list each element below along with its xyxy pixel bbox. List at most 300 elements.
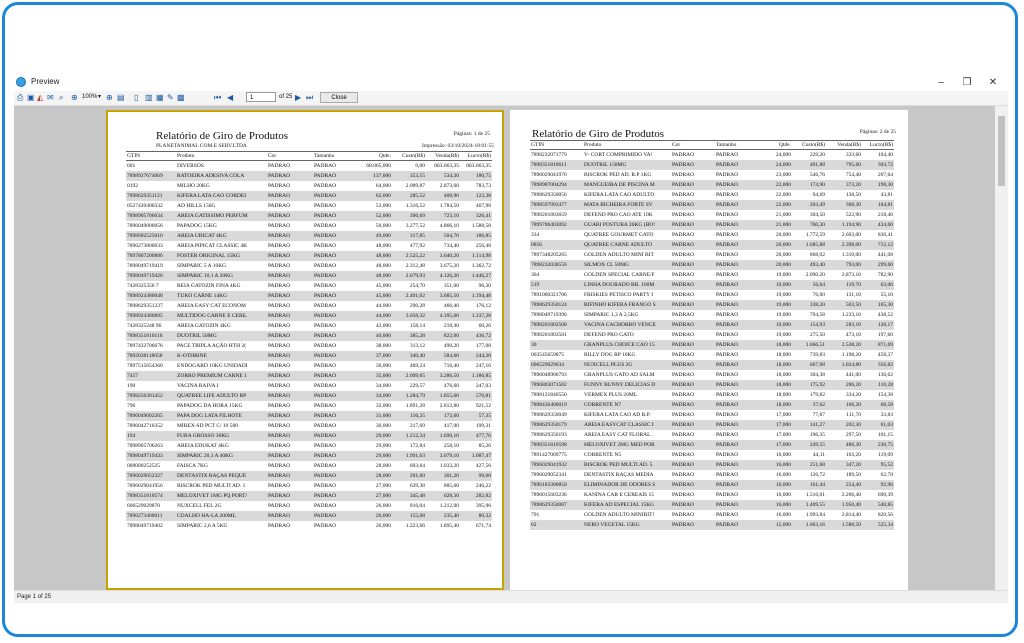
table-cell: 128,17 bbox=[862, 320, 894, 330]
table-cell: 7897807200886 bbox=[126, 251, 176, 261]
table-cell: 175,92 bbox=[792, 380, 826, 390]
table-row bbox=[530, 510, 894, 520]
table-cell: 7898232038556 bbox=[530, 260, 583, 270]
table-cell: 313,12 bbox=[409, 343, 425, 349]
table-cell: V- CORT COMPRIMIDO VA! bbox=[584, 152, 653, 158]
page-width-icon[interactable]: ▤ bbox=[117, 93, 125, 102]
table-cell: PADRAO bbox=[715, 380, 758, 390]
table-cell: 490,20 bbox=[443, 343, 459, 349]
table-cell: PADRAO bbox=[267, 171, 313, 181]
table-cell: GOLDEN SPECIAL CARNE/F bbox=[584, 272, 655, 278]
table-cell: 434,60 bbox=[862, 220, 894, 230]
table-row bbox=[126, 461, 492, 471]
table-cell: PADRAO bbox=[715, 300, 758, 310]
table-cell: 26,000 bbox=[375, 523, 391, 529]
table-cell: PADRAO bbox=[672, 192, 695, 198]
table-cell: 63,06 bbox=[862, 280, 894, 290]
table-cell: PADRAO bbox=[267, 251, 313, 261]
prev-page-icon[interactable]: ◀ bbox=[227, 93, 234, 102]
table-cell: 467,98 bbox=[475, 203, 491, 209]
table-cell: PADRAO bbox=[715, 360, 758, 370]
table-cell: 22,000 bbox=[775, 192, 791, 198]
table-cell: 1.362,72 bbox=[471, 263, 491, 269]
table-cell: 417,00 bbox=[443, 423, 459, 429]
table-cell: 17,000 bbox=[758, 440, 792, 450]
table-cell: PADRAO bbox=[715, 480, 758, 490]
table-cell: PADRAO bbox=[268, 463, 291, 469]
table-cell: 155,08 bbox=[392, 511, 426, 521]
table-cell: 441,00 bbox=[845, 372, 861, 378]
table-cell: DEFEND PRO GATO bbox=[584, 332, 634, 338]
table-row bbox=[530, 350, 894, 360]
table-cell: 22,000 bbox=[758, 200, 792, 210]
table-cell: 7896042710352 bbox=[127, 423, 163, 429]
table-cell: DENTASTIX RAÇAS MEDIA bbox=[584, 472, 654, 478]
table-cell: PADRAO bbox=[716, 392, 739, 398]
table-cell: FAISCA 7KG bbox=[177, 463, 208, 469]
table-cell: PADRAO bbox=[671, 520, 715, 530]
table-cell: 667,98 bbox=[792, 360, 826, 370]
table-cell: 247,03 bbox=[475, 383, 491, 389]
table-cell: 154,93 bbox=[792, 320, 826, 330]
table-cell: DEFEND PRO CAO ATE 10K bbox=[584, 212, 653, 218]
table-cell: 123,38 bbox=[460, 191, 492, 201]
table-row bbox=[126, 491, 492, 501]
table-cell: 189,50 bbox=[845, 472, 861, 478]
table-cell: PADRAO bbox=[672, 492, 695, 498]
table-cell: PADRAO bbox=[671, 320, 715, 330]
table-cell: 23,000 bbox=[775, 172, 791, 178]
table-cell: 7898629351237 bbox=[127, 303, 163, 309]
table-cell: 158,14 bbox=[409, 323, 425, 329]
table-cell: 15,000 bbox=[758, 520, 792, 530]
table-cell: 1.409,55 bbox=[792, 500, 826, 510]
zoom-dropdown-icon[interactable]: ▾ bbox=[98, 94, 102, 100]
table-cell: PADRAO bbox=[671, 240, 715, 250]
table-cell: PADRAO bbox=[671, 160, 715, 170]
email-icon[interactable]: ✉ bbox=[47, 93, 54, 102]
column-header: Cor bbox=[671, 141, 715, 150]
table-cell: PADRAO bbox=[716, 192, 739, 198]
table-cell: 19,000 bbox=[775, 292, 791, 298]
page-number-input[interactable]: 1 bbox=[246, 92, 276, 102]
table-cell: PADRAO bbox=[314, 343, 337, 349]
close-window-button[interactable]: ✕ bbox=[988, 77, 998, 88]
table-cell: 7898597993477 bbox=[530, 200, 583, 210]
table-cell: 2.099,65 bbox=[392, 371, 426, 381]
table-cell: 229,20 bbox=[809, 152, 825, 158]
table-cell: 3.286,50 bbox=[426, 371, 460, 381]
table-cell: PADRAO bbox=[716, 152, 739, 158]
table-cell: BILLY DOG RP 10KG bbox=[584, 352, 636, 358]
table-row bbox=[530, 480, 894, 490]
report-title: Relatório de Giro de Produtos bbox=[156, 130, 288, 142]
table-cell: PADRAO bbox=[716, 312, 739, 318]
scrollbar-thumb[interactable] bbox=[998, 116, 1005, 186]
table-cell: PADRAO bbox=[716, 452, 739, 458]
close-preview-button[interactable]: Close bbox=[320, 92, 358, 103]
table-cell: FUNNY BUNNY DELICIAS D bbox=[583, 380, 671, 390]
table-cell: PADRAO bbox=[715, 160, 758, 170]
last-page-icon[interactable]: ⏭ bbox=[306, 93, 314, 102]
table-cell: PADRAO bbox=[671, 360, 715, 370]
table-cell: PACE TRIPLA AÇÃO HTH 2( bbox=[177, 343, 247, 349]
table-cell: 3.675,20 bbox=[439, 263, 459, 269]
table-cell: 283,10 bbox=[826, 320, 862, 330]
table-cell: 80,32 bbox=[460, 511, 492, 521]
table-row bbox=[530, 440, 894, 450]
table-row bbox=[126, 511, 492, 521]
table-cell: 275,50 bbox=[809, 332, 825, 338]
table-cell: 44,000 bbox=[375, 303, 391, 309]
table-cell: 17,000 bbox=[775, 412, 791, 418]
table-cell: PADRAO bbox=[672, 272, 695, 278]
table-cell: PADRAO bbox=[672, 372, 695, 378]
table-cell: 7898232071779 bbox=[531, 152, 567, 158]
column-header: GTIN bbox=[126, 152, 176, 161]
table-cell: PADRAO bbox=[267, 431, 313, 441]
table-cell: 1.212,00 bbox=[439, 503, 459, 509]
column-header: Qtde. bbox=[356, 152, 392, 161]
maximize-button[interactable]: ❐ bbox=[962, 77, 972, 88]
table-cell: PADRAO bbox=[268, 383, 291, 389]
table-cell: PADRAO bbox=[267, 211, 313, 221]
table-cell: 7898351810611 bbox=[530, 160, 583, 170]
table-cell: AREIA URICAT 4KG bbox=[176, 231, 267, 241]
table-cell: 299,60 bbox=[862, 260, 894, 270]
single-page-icon[interactable]: ▯ bbox=[134, 93, 139, 102]
table-cell: 1.114,98 bbox=[460, 251, 492, 261]
table-cell: PADRAO bbox=[715, 340, 758, 350]
table-cell: MIREX-SD PCT C/ 10 500 bbox=[177, 423, 239, 429]
table-cell: 119,70 bbox=[826, 280, 862, 290]
table-row bbox=[126, 311, 492, 321]
table-row bbox=[126, 451, 492, 461]
table-cell: 7896273400011 bbox=[126, 511, 176, 521]
table-cell: PADRAO bbox=[267, 191, 313, 201]
table-cell: 334 bbox=[531, 232, 540, 238]
table-cell: 19,000 bbox=[758, 280, 792, 290]
table-cell: 49,000 bbox=[356, 231, 392, 241]
table-cell: 7898927674069 bbox=[126, 171, 176, 181]
table-cell: 55,10 bbox=[880, 292, 893, 298]
table-cell: PADRAO bbox=[313, 171, 356, 181]
table-cell: 822,00 bbox=[426, 331, 460, 341]
table-cell: PADRAO bbox=[267, 271, 313, 281]
table-cell: 7898049719396 bbox=[531, 312, 567, 318]
preview-window bbox=[14, 75, 1008, 603]
table-cell: 18,000 bbox=[758, 340, 792, 350]
table-cell: 218,40 bbox=[877, 212, 893, 218]
table-cell: PADRAO bbox=[267, 351, 313, 361]
multi-page-icon[interactable]: ▦ bbox=[156, 93, 164, 102]
product-table bbox=[530, 140, 894, 530]
table-cell: AREIA GATISSIMO PERFUM bbox=[176, 211, 267, 221]
table-cell: 68,58 bbox=[862, 400, 894, 410]
table-cell: PADRAO bbox=[313, 291, 356, 301]
table-cell: 53,000 bbox=[375, 203, 391, 209]
table-cell: PADRAO bbox=[672, 472, 695, 478]
table-cell: 1.891,28 bbox=[405, 403, 425, 409]
table-cell: 1.993,84 bbox=[805, 512, 825, 518]
table-cell: 739,83 bbox=[809, 352, 825, 358]
table-row bbox=[530, 420, 894, 430]
table-cell: 3.277,52 bbox=[405, 223, 425, 229]
preview-viewport[interactable] bbox=[14, 106, 995, 590]
table-cell: PADRAO bbox=[715, 440, 758, 450]
table-cell: 3.685,50 bbox=[426, 291, 460, 301]
column-header: Lucro(R$) bbox=[460, 152, 492, 161]
table-cell: 303,72 bbox=[862, 160, 894, 170]
table-cell: 201,60 bbox=[392, 471, 426, 481]
table-cell: 62,000 bbox=[356, 191, 392, 201]
table-cell: 7898629350056 bbox=[531, 192, 567, 198]
first-page-icon[interactable]: ⏮ bbox=[214, 93, 222, 102]
minimize-button[interactable]: – bbox=[938, 77, 944, 88]
table-cell: PADRAO bbox=[314, 243, 337, 249]
column-header: Produto bbox=[583, 141, 671, 150]
table-cell: 1.310,00 bbox=[841, 252, 861, 258]
table-cell: 317,85 bbox=[392, 231, 426, 241]
column-header: Produto bbox=[176, 152, 267, 161]
table-cell: MILHO 20KG bbox=[177, 183, 210, 189]
table-cell: SIMPARIC 20,1 A 40KG bbox=[176, 451, 267, 461]
table-cell: PADRAO bbox=[715, 520, 758, 530]
table-cell: TUKO CARNE 14KG bbox=[176, 291, 267, 301]
table-cell: 138,50 bbox=[845, 192, 861, 198]
table-header bbox=[530, 141, 894, 150]
table-cell: 38,000 bbox=[375, 343, 391, 349]
table-cell: 17,000 bbox=[758, 420, 792, 430]
table-cell: BISCROK PED MULTI AD. 5 bbox=[583, 460, 671, 470]
table-row bbox=[530, 160, 894, 170]
table-cell: 304,38 bbox=[809, 372, 825, 378]
table-cell: 7898351810116 bbox=[126, 331, 176, 341]
table-cell: 2.538,20 bbox=[826, 340, 862, 350]
table-cell: 282,82 bbox=[460, 491, 492, 501]
table-row bbox=[126, 181, 492, 191]
table-cell: 396,69 bbox=[392, 211, 426, 221]
zoom-icon[interactable]: ⊕ bbox=[71, 93, 78, 102]
table-cell: PADRAO bbox=[267, 511, 313, 521]
table-cell: SILMOX CL 50MG bbox=[583, 260, 671, 270]
table-cell: 2.090,20 bbox=[805, 272, 825, 278]
table-cell: 285,52 bbox=[392, 191, 426, 201]
table-cell: 20,000 bbox=[775, 252, 791, 258]
status-bar: Page 1 of 25 bbox=[14, 590, 1008, 603]
table-cell: PADRAO bbox=[267, 391, 313, 401]
table-cell: PADRAO bbox=[715, 460, 758, 470]
table-cell: SIMPARIC 10,1 A 20KG bbox=[176, 271, 267, 281]
table-row bbox=[126, 351, 492, 361]
table-cell: 18,000 bbox=[775, 352, 791, 358]
table-row bbox=[530, 430, 894, 440]
table-body bbox=[126, 161, 492, 532]
table-cell: 458,37 bbox=[877, 352, 893, 358]
table-cell: 44,11 bbox=[812, 452, 825, 458]
table-cell: 7898049719402 bbox=[127, 523, 163, 529]
print-icon[interactable]: ⎙ bbox=[17, 93, 24, 102]
table-cell: 34,000 bbox=[356, 391, 392, 401]
table-cell: MELOXIVET 1MG PQ PORT/ bbox=[176, 491, 267, 501]
table-cell: 7898629350049 bbox=[531, 412, 567, 418]
table-cell: SIMPARIC 1,3 A 2,5KG bbox=[584, 312, 639, 318]
table-cell: 119,09 bbox=[878, 452, 893, 458]
table-cell: DIVERSOS bbox=[177, 163, 204, 169]
table-cell: PADRAO bbox=[716, 492, 739, 498]
table-cell: PADRAO bbox=[715, 320, 758, 330]
table-cell: 783,73 bbox=[475, 183, 491, 189]
table-cell: PADRAO bbox=[671, 500, 715, 510]
table-row bbox=[530, 240, 894, 250]
table-cell: 570,81 bbox=[460, 391, 492, 401]
table-cell: PADRAO bbox=[313, 391, 356, 401]
table-cell: 16,000 bbox=[775, 452, 791, 458]
table-cell: PADRAO bbox=[314, 403, 337, 409]
table-cell: 1.223,66 bbox=[405, 523, 425, 529]
table-cell: 45,000 bbox=[375, 283, 391, 289]
table-cell: GUABI POSTURA 20KG (BO! bbox=[583, 220, 671, 230]
table-cell: 30 bbox=[530, 340, 583, 350]
table-cell: 1.446,27 bbox=[460, 271, 492, 281]
table-cell: 247,16 bbox=[475, 363, 491, 369]
table-cell: 712,12 bbox=[862, 240, 894, 250]
table-cell: PADRAO bbox=[672, 292, 695, 298]
table-row bbox=[530, 180, 894, 190]
table-cell: PADRAO bbox=[672, 352, 695, 358]
table-cell: 35,000 bbox=[356, 371, 392, 381]
table-cell: KANINA CAR E CEREAIS 15 bbox=[584, 492, 654, 498]
table-cell: 29,000 bbox=[356, 431, 392, 441]
table-cell: 45,000 bbox=[356, 291, 392, 301]
table-row bbox=[126, 371, 492, 381]
table-cell: 42,000 bbox=[375, 323, 391, 329]
next-page-icon[interactable]: ▶ bbox=[295, 93, 302, 102]
table-cell: 194 bbox=[126, 431, 176, 441]
zoom-level[interactable]: 100% bbox=[82, 94, 98, 100]
table-cell: PADRAO bbox=[314, 303, 337, 309]
table-cell: PADRAO bbox=[267, 231, 313, 241]
vertical-scrollbar[interactable] bbox=[995, 106, 1008, 590]
table-cell: 477,92 bbox=[409, 243, 425, 249]
table-cell: 7898049719426 bbox=[126, 271, 176, 281]
table-cell: 218,40 bbox=[443, 323, 459, 329]
table-row bbox=[530, 360, 894, 370]
table-cell: 61,03 bbox=[862, 420, 894, 430]
column-header: Custo(R$) bbox=[792, 141, 826, 150]
table-cell: PADRAO bbox=[267, 471, 313, 481]
table-cell: PADRAO bbox=[268, 423, 291, 429]
table-cell: 1.991,63 bbox=[392, 451, 426, 461]
company-name: PLANETANIMAL COM.E SERV.LTDA bbox=[156, 143, 247, 149]
table-cell: PADRAO bbox=[268, 183, 291, 189]
table-cell: 18,000 bbox=[758, 400, 792, 410]
table-cell: 0,00 bbox=[415, 163, 425, 169]
edit-icon[interactable]: ✎ bbox=[167, 93, 174, 102]
table-row bbox=[126, 221, 492, 231]
table-cell: 173,60 bbox=[426, 411, 460, 421]
table-cell: MELOXIVET 2MG MED POR bbox=[583, 440, 671, 450]
table-cell: 20,000 bbox=[775, 232, 791, 238]
table-cell: 791 bbox=[531, 512, 540, 518]
settings-icon[interactable]: ▩ bbox=[177, 93, 185, 102]
table-cell: ZORRO PREMIUM CARNE 1 bbox=[176, 371, 267, 381]
table-cell: PADRAO bbox=[716, 292, 739, 298]
table-row bbox=[530, 490, 894, 500]
table-cell: 48,000 bbox=[356, 251, 392, 261]
table-cell: 22,000 bbox=[758, 180, 792, 190]
table-cell: PADRAO bbox=[671, 180, 715, 190]
table-row bbox=[126, 471, 492, 481]
table-cell: PADRAO bbox=[267, 491, 313, 501]
table-cell: PADRAO bbox=[268, 403, 291, 409]
table-cell: AREIA GATOZIN 4KG bbox=[177, 323, 231, 329]
table-cell: 7896029052327 bbox=[126, 471, 176, 481]
table-cell: 7896183300850 bbox=[530, 480, 583, 490]
table-cell: 3.640,20 bbox=[426, 251, 460, 261]
table-cell: 190 bbox=[127, 383, 136, 389]
table-cell: 76,00 bbox=[812, 292, 825, 298]
table-cell: 7898629351121 bbox=[126, 191, 176, 201]
table-cell: PADRAO bbox=[672, 332, 695, 338]
table-cell: 20,000 bbox=[758, 240, 792, 250]
table-cell: 174,90 bbox=[792, 180, 826, 190]
table-cell: 3.058,32 bbox=[392, 311, 426, 321]
table-cell: 24,000 bbox=[775, 152, 791, 158]
table-cell: 2.812,80 bbox=[439, 403, 459, 409]
table-cell: 7898905706034 bbox=[126, 211, 176, 221]
binoculars-icon[interactable]: ⌕ bbox=[59, 93, 64, 102]
table-cell: 217,69 bbox=[409, 423, 425, 429]
table-cell: PADRAO bbox=[313, 191, 356, 201]
table-cell: 196,35 bbox=[809, 432, 825, 438]
two-pages-icon[interactable]: ▥ bbox=[145, 93, 153, 102]
table-cell: 395,96 bbox=[475, 503, 491, 509]
table-cell: AREIA EASYCAT CLASSIC I bbox=[583, 420, 671, 430]
zoom-in-icon[interactable]: ⊕ bbox=[106, 93, 113, 102]
table-row bbox=[530, 460, 894, 470]
table-cell: 469,24 bbox=[409, 363, 425, 369]
table-cell: 236,75 bbox=[862, 440, 894, 450]
table-cell: 57,35 bbox=[460, 411, 492, 421]
table-cell: PADRAO bbox=[672, 172, 695, 178]
table-cell: PADRAO bbox=[716, 172, 739, 178]
table-cell: 95,52 bbox=[862, 460, 894, 470]
table-header bbox=[126, 152, 492, 161]
table-cell: 921,52 bbox=[475, 403, 491, 409]
pdf-export-icon[interactable]: ◭ bbox=[37, 93, 44, 102]
table-cell: 7892038118058 bbox=[126, 351, 176, 361]
table-cell: 2.491,02 bbox=[392, 291, 426, 301]
table-cell: 26,000 bbox=[375, 503, 391, 509]
table-cell: 99,60 bbox=[460, 471, 492, 481]
table-row bbox=[126, 521, 492, 531]
table-cell: 254,70 bbox=[409, 283, 425, 289]
table-cell: 351,00 bbox=[443, 283, 459, 289]
table-row bbox=[126, 441, 492, 451]
table-cell: 154,38 bbox=[877, 392, 893, 398]
table-row bbox=[530, 380, 894, 390]
table-row bbox=[530, 400, 894, 410]
table-cell: 7896048906793 bbox=[531, 372, 567, 378]
table-cell: 639,38 bbox=[409, 483, 425, 489]
table-cell: PADRAO bbox=[314, 283, 337, 289]
table-row bbox=[530, 230, 894, 240]
table-cell: 256,48 bbox=[475, 243, 491, 249]
table-cell: PADRAO bbox=[716, 372, 739, 378]
table-cell: 1.087,47 bbox=[460, 451, 492, 461]
save-icon[interactable]: ▣ bbox=[27, 93, 35, 102]
